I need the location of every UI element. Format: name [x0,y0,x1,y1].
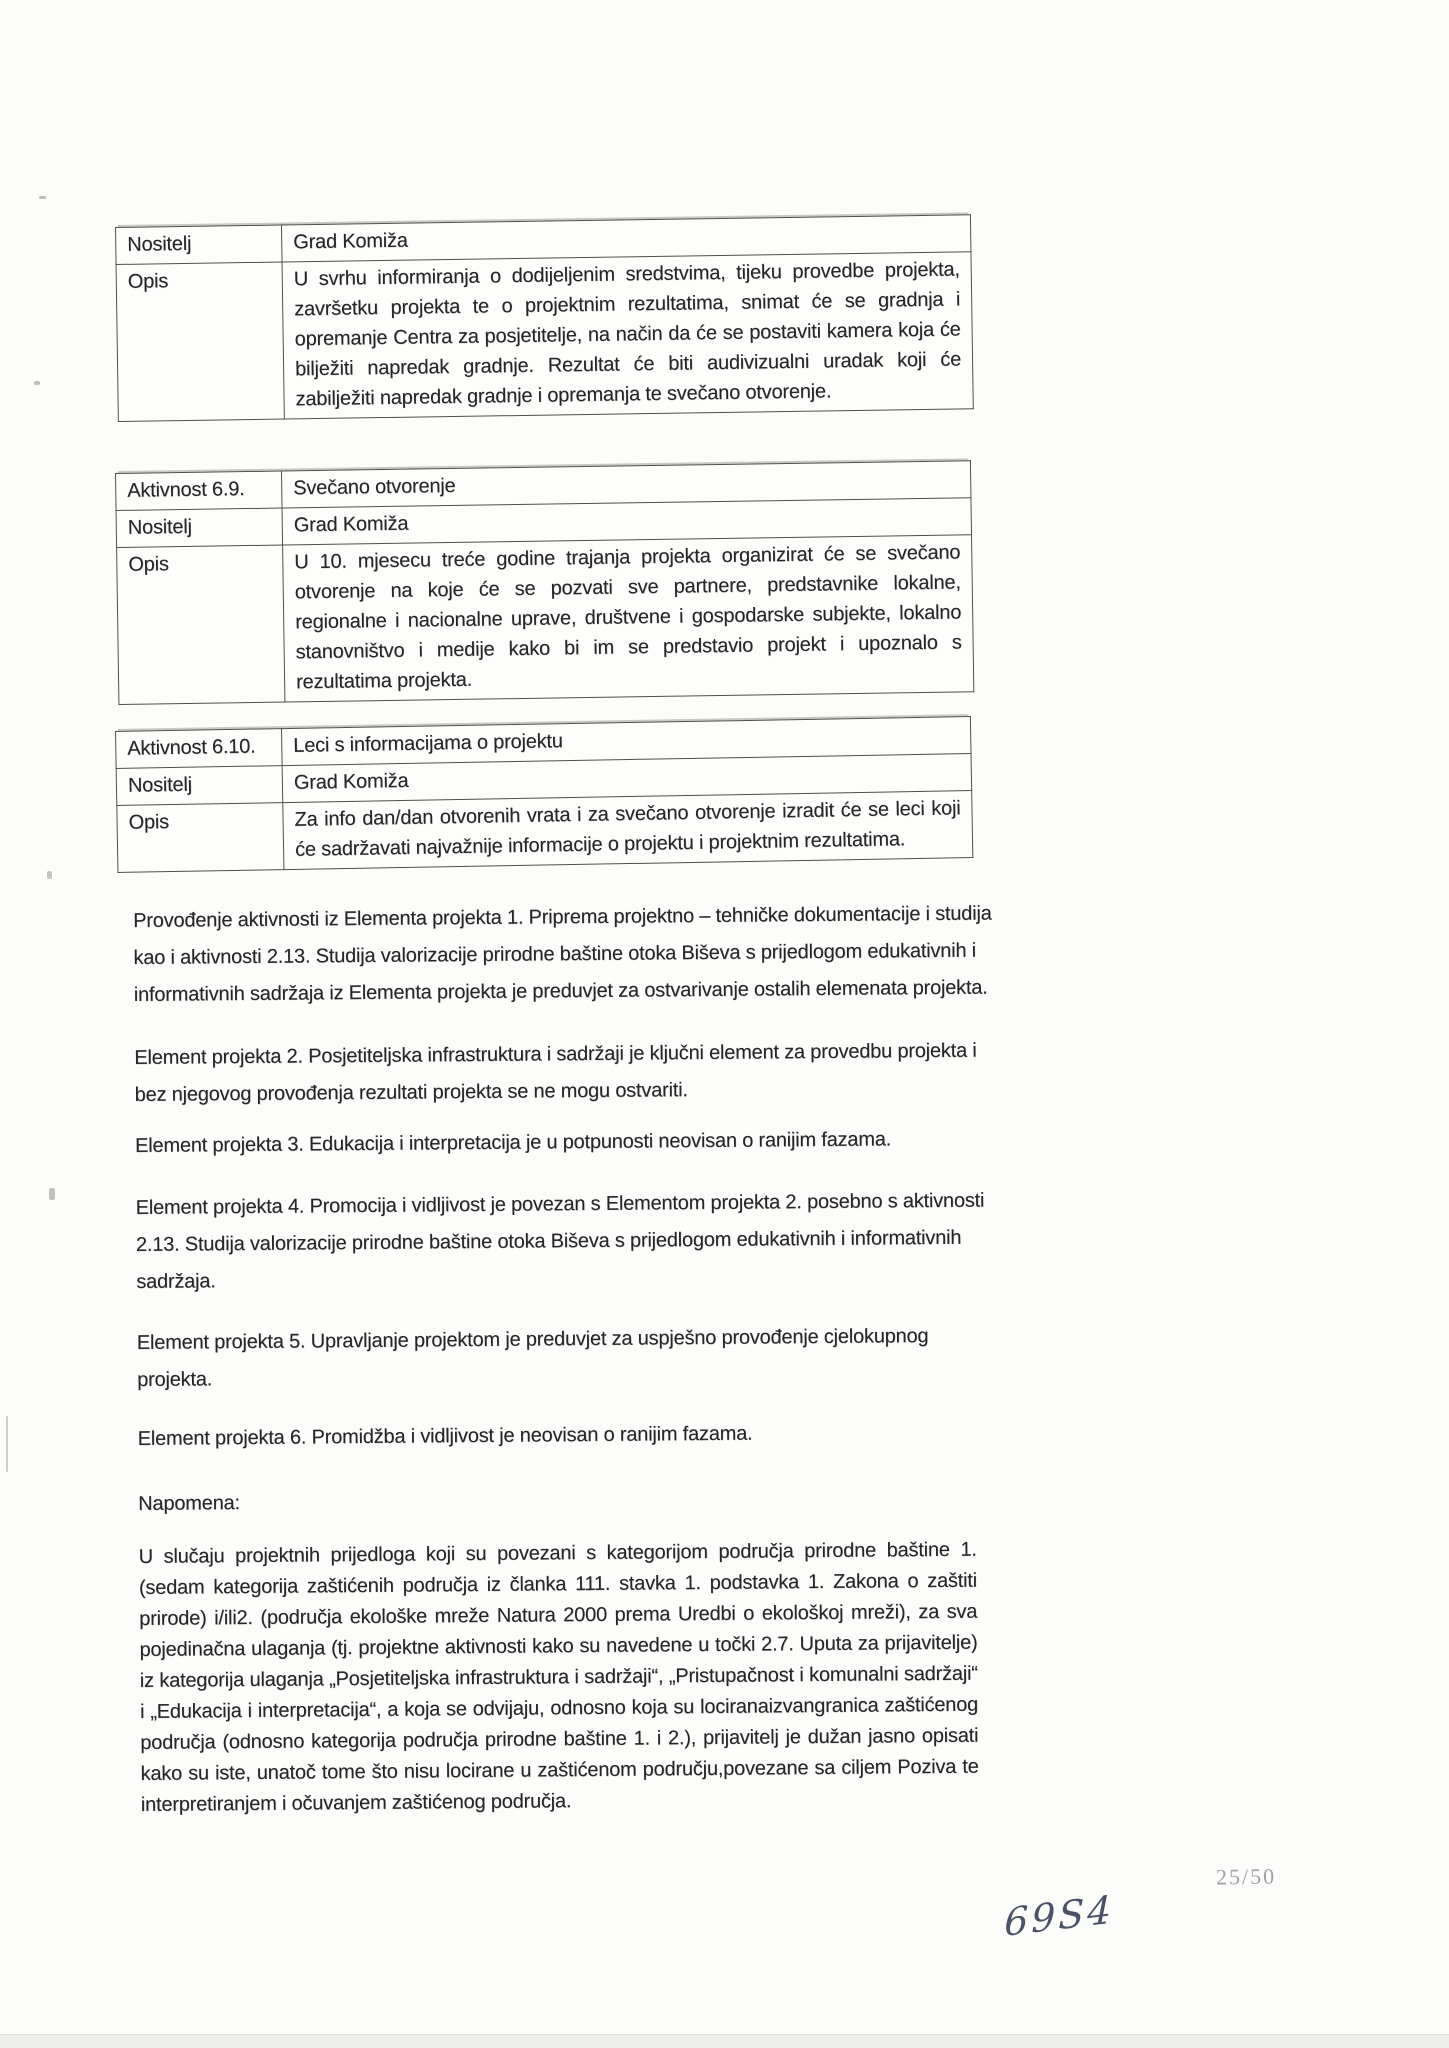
paragraph-element-1: Provođenje aktivnosti iz Elementa projekta 1. Priprema projektno – tehničke dokumentacije i studija kao i aktivnosti 2.13. Studija valorizacije prirodne baštine otoka Biševa s prijedlogom edukativnih i informativnih sadržaja iz Elementa projekta je preduvjet za ostvarivanje ostalih elemenata projekta. [133,902,992,1006]
activity-table-6-9 [115,460,974,705]
paragraph-element-2: Element projekta 2. Posjetiteljska infrastruktura i sadržaji je ključni element za provedbu projekta i bez njegovog provođenja rezultati projekta se ne mogu ostvariti. [134,1039,977,1106]
table-row [116,252,973,422]
paragraph-element-5: Element projekta 5. Upravljanje projektom je preduvjet za uspješno provođenje cjelokupnog projekta. [136,1325,929,1391]
row-label: Opis [117,545,285,704]
row-value: Svečano otvorenje [281,461,970,508]
table-row [117,535,974,705]
note-body: U slučaju projektnih prijedloga koji su povezani s kategorijom područja prirodne baštine 1. (sedam kategorija zaštićenih područja iz članka 111. stavka 1. podstavka 1. Zakona o zaštiti prirode) i/ili2. (područja ekološke mreže Natura 2000 prema Uredbi o ekološkoj mreži), za sva pojedinačna ulaganja (tj. projektne aktivnosti kako su navedene u točki 2.7. Uputa za prijavitelje) iz kategorija ulaganja „Posjetiteljska infrastruktura i sadržaji“, „Pristupačnost i komunalni sadržaji“ i „Edukacija i interpretacija“, a koja se odvijaju, odnosno koja su lociranaizvangranica zaštićenog područja (odnosno kategorija područja prirodne baštine 1. i 2.), prijavitelj je dužan jasno opisati kako su iste, unatoč tome što nisu locirane u zaštićenom području,povezane sa ciljem Poziva te interpretiranjem i očuvanjem zaštićenog područja. [138,1538,979,1816]
scan-artifact [34,381,40,385]
row-label: Nositelj [116,508,283,547]
paragraph-element-4: Element projekta 4. Promocija i vidljivost je povezan s Elementom projekta 2. posebno s aktivnosti 2.13. Studija valorizacije prirodne baštine otoka Biševa s prijedlogom edukativnih i informativnih sadržaja. [135,1189,985,1293]
paragraph-element-6: Element projekta 6. Promidžba i vidljivost je neovisan o ranijim fazama. [137,1422,753,1450]
body-text-section [133,895,1003,1820]
row-value: Grad Komiža [282,498,971,545]
row-value: Leci s informacijama o projektu [281,717,971,766]
scan-artifact [6,1416,8,1472]
row-label: Nositelj [116,766,283,806]
row-value: U svrhu informiranja o dodijeljenim sredstvima, tijeku provedbe projekta, završetku projekta te o projektnim rezultatima, snimat će se gradnja i opremanje Centra za posjetitelje, na način da će se postaviti kamera koja će bilježiti napredak gradnje. Rezultat će biti audivizualni uradak koji će zabilježiti napredak gradnje i opremanja te svečano otvorenje. [282,252,973,419]
row-label: Opis [116,262,284,421]
note-heading: Napomena: [138,1492,240,1515]
row-value: U 10. mjesecu treće godine trajanja projekta organizirat će se svečano otvorenje na koje će se pozvati sve partnere, predstavnike lokalne, regionalne i nacionalne uprave, društvene i gospodarske subjekte, lokalno stanovništvo i medije kako bi im se predstavio projekt i upoznalo s rezultatima projekta. [283,535,974,702]
table-row [117,791,973,873]
activity-table-6-10 [115,716,973,873]
row-value: Grad Komiža [281,215,970,262]
page-number: 25/50 [1215,1863,1277,1890]
row-label: Nositelj [116,225,283,264]
row-value: Grad Komiža [282,754,972,803]
scan-artifact [39,196,46,199]
scan-bottom-edge [0,2034,1449,2048]
activity-table-1 [115,214,974,422]
scan-artifact [47,871,52,879]
row-label: Aktivnost 6.10. [116,729,283,769]
handwritten-note: 69S4 [1004,1887,1115,1945]
scan-artifact [49,1188,55,1200]
row-label: Opis [117,803,284,873]
row-label: Aktivnost 6.9. [116,471,283,510]
row-value: Za info dan/dan otvorenih vrata i za svečano otvorenje izradit će se leci koji će sadržavati najvažnije informacije o projektu i projektnim rezultatima. [283,791,973,870]
paragraph-element-3: Element projekta 3. Edukacija i interpretacija je u potpunosti neovisan o ranijim fazama. [135,1128,892,1157]
